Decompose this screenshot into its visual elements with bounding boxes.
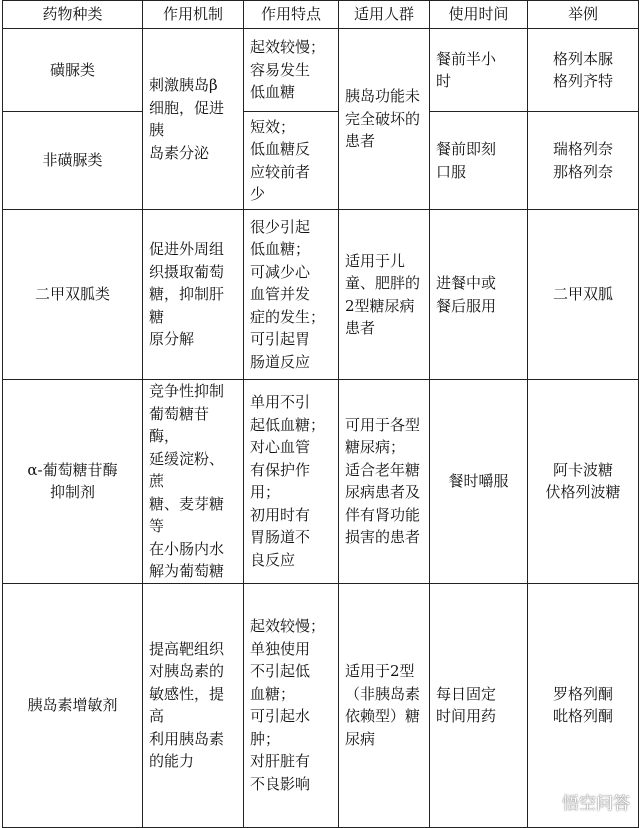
population-cell [339,380,430,584]
cell-line: 可用于各型 [345,415,421,434]
cell-line: 进餐中或 [436,274,497,292]
cell-line: 很少引起 [250,217,311,236]
population-cell [339,210,430,380]
cell-line: 胰岛功能未 [345,87,421,106]
table-row-sulfonylureas [3,29,639,112]
cell-line: 利用胰岛素 [149,729,225,748]
cell-line: 损害的患者 [345,528,421,547]
header-row [3,1,639,29]
cell-line: 单用不引 [250,393,311,412]
mechanism-cell [143,29,244,210]
cell-line: 糖、麦芽糖等 [149,494,225,535]
cell-line: 吡格列酮 [552,707,613,725]
table-row-biguanides [3,210,639,380]
watermark: 悟空问答 [562,794,630,814]
population-cell [339,29,430,210]
cell-line: 肠道反应 [250,352,311,371]
drug-comparison-table [2,0,639,828]
cell-line: 二甲双胍 [552,285,613,304]
header-category: 药物种类 [3,1,143,29]
cell-line: 肿； [250,729,281,748]
cell-line: α-葡萄糖苷酶 [27,460,118,479]
mechanism-cell [143,380,244,584]
cell-line: 良反应 [250,550,296,569]
cell-line: 适用于儿 [345,251,406,270]
cell-line: 不引起低 [250,662,311,680]
cell-line: （非胰岛素 [345,684,421,703]
cell-line: 血糖； [250,684,296,703]
cell-line: 糖，抑制肝糖 [149,285,225,326]
cell-line: 罗格列酮 [552,684,613,703]
cell-line: 餐前即刻 [436,140,497,158]
cell-line: 症的发生； [250,307,326,326]
examples-cell [528,210,639,380]
timing-cell [430,210,528,380]
cell-line: 每日固定 [436,684,497,703]
cell-line: 不良影响 [250,774,311,793]
cell-line: 童、肥胖的 [345,274,421,292]
cell-line: 织摄取葡萄 [149,262,225,281]
cell-line: 低血糖反 [250,140,311,158]
cell-line: 敏感性，提高 [149,684,225,725]
header-population: 适用人群 [339,1,430,29]
cell-line: 抑制剂 [49,483,95,502]
header-timing: 使用时间 [430,1,528,29]
mechanism-cell [143,583,244,827]
population-cell [339,583,430,827]
examples-cell [528,29,639,112]
cell-line: 的能力 [149,752,195,770]
category-cell: 二甲双胍类 [3,210,143,380]
cell-line: 伏格列波糖 [545,483,621,502]
cell-line: 短效； [250,117,296,136]
cell-line: 在小肠内水 [149,539,225,558]
cell-line: 初用时有 [250,505,311,524]
cell-line: 起效较慢； [250,38,326,57]
cell-line: 餐时嚼服 [448,472,509,490]
cell-line: 格列齐特 [552,72,613,90]
cell-line: 有保护作 [250,460,311,479]
timing-cell [430,112,528,210]
cell-line: 患者 [345,319,376,337]
table-row-alpha-glucosidase [3,380,639,584]
cell-line: 延缓淀粉、蔗 [149,449,225,490]
features-cell [244,210,339,380]
features-cell [244,380,339,584]
cell-line: 餐后服用 [436,296,497,315]
cell-line: 胃肠道不 [250,528,311,547]
cell-line: 口服 [436,162,467,181]
cell-line: 刺激胰岛β [149,76,218,94]
cell-line: 解为葡萄糖 [149,562,225,580]
cell-line: 可减少心 [250,262,311,281]
cell-line: 时间用药 [436,707,497,725]
cell-line: 少 [250,185,266,203]
cell-line: 伴有肾功能 [345,505,421,524]
cell-line: 葡萄糖苷酶， [149,404,210,445]
cell-line: 提高靶组织 [149,639,225,658]
cell-line: 原分解 [149,330,195,349]
cell-line: 适用于2型 [345,662,415,680]
cell-line: 适合老年糖 [345,460,421,479]
cell-line: 对肝脏有 [250,752,311,770]
cell-line: 尿病患者及 [345,483,421,502]
category-cell: 非磺脲类 [3,112,143,210]
examples-cell [528,112,639,210]
cell-line: 餐前半小 [436,49,497,68]
cell-line: 竞争性抑制 [149,382,225,400]
table-row-non-sulfonylureas [3,112,639,210]
features-cell [244,29,339,112]
category-cell: 胰岛素增敏剂 [3,583,143,827]
mechanism-cell [143,210,244,380]
cell-line: 起低血糖； [250,415,326,434]
timing-cell [430,29,528,112]
timing-cell [430,380,528,584]
cell-line: 格列本脲 [552,49,613,68]
features-cell [244,583,339,827]
cell-line: 细胞，促进胰 [149,98,225,139]
cell-line: 可引起水 [250,707,311,725]
cell-line: 对心血管 [250,438,311,457]
cell-line: 应较前者 [250,162,311,181]
cell-line: 尿病 [345,729,376,748]
category-cell [3,380,143,584]
cell-line: 起效较慢； [250,617,326,635]
cell-line: 糖尿病； [345,438,406,457]
header-examples: 举例 [528,1,639,29]
features-cell [244,112,339,210]
cell-line: 低血糖； [250,240,311,259]
cell-line: 单独使用 [250,639,311,658]
cell-line: 容易发生 [250,60,311,79]
cell-line: 可引起胃 [250,330,311,349]
cell-line: 促进外周组 [149,240,225,259]
cell-line: 低血糖 [250,83,296,102]
cell-line: 完全破坏的 [345,109,421,128]
cell-line: 对胰岛素的 [149,662,225,680]
category-cell: 磺脲类 [3,29,143,112]
timing-cell [430,583,528,827]
examples-cell [528,380,639,584]
header-mechanism: 作用机制 [143,1,244,29]
cell-line: 血管并发 [250,285,311,304]
cell-line: 瑞格列奈 [552,140,613,158]
table-row-insulin-sensitizers [3,583,639,827]
cell-line: 时 [436,72,452,90]
header-features: 作用特点 [244,1,339,29]
cell-line: 患者 [345,132,376,151]
cell-line: 用； [250,483,281,502]
cell-line: 那格列奈 [552,162,613,181]
cell-line: 依赖型）糖 [345,707,421,725]
cell-line: 2型糖尿病 [345,296,415,315]
cell-line: 阿卡波糖 [552,460,613,479]
cell-line: 岛素分泌 [149,143,210,162]
